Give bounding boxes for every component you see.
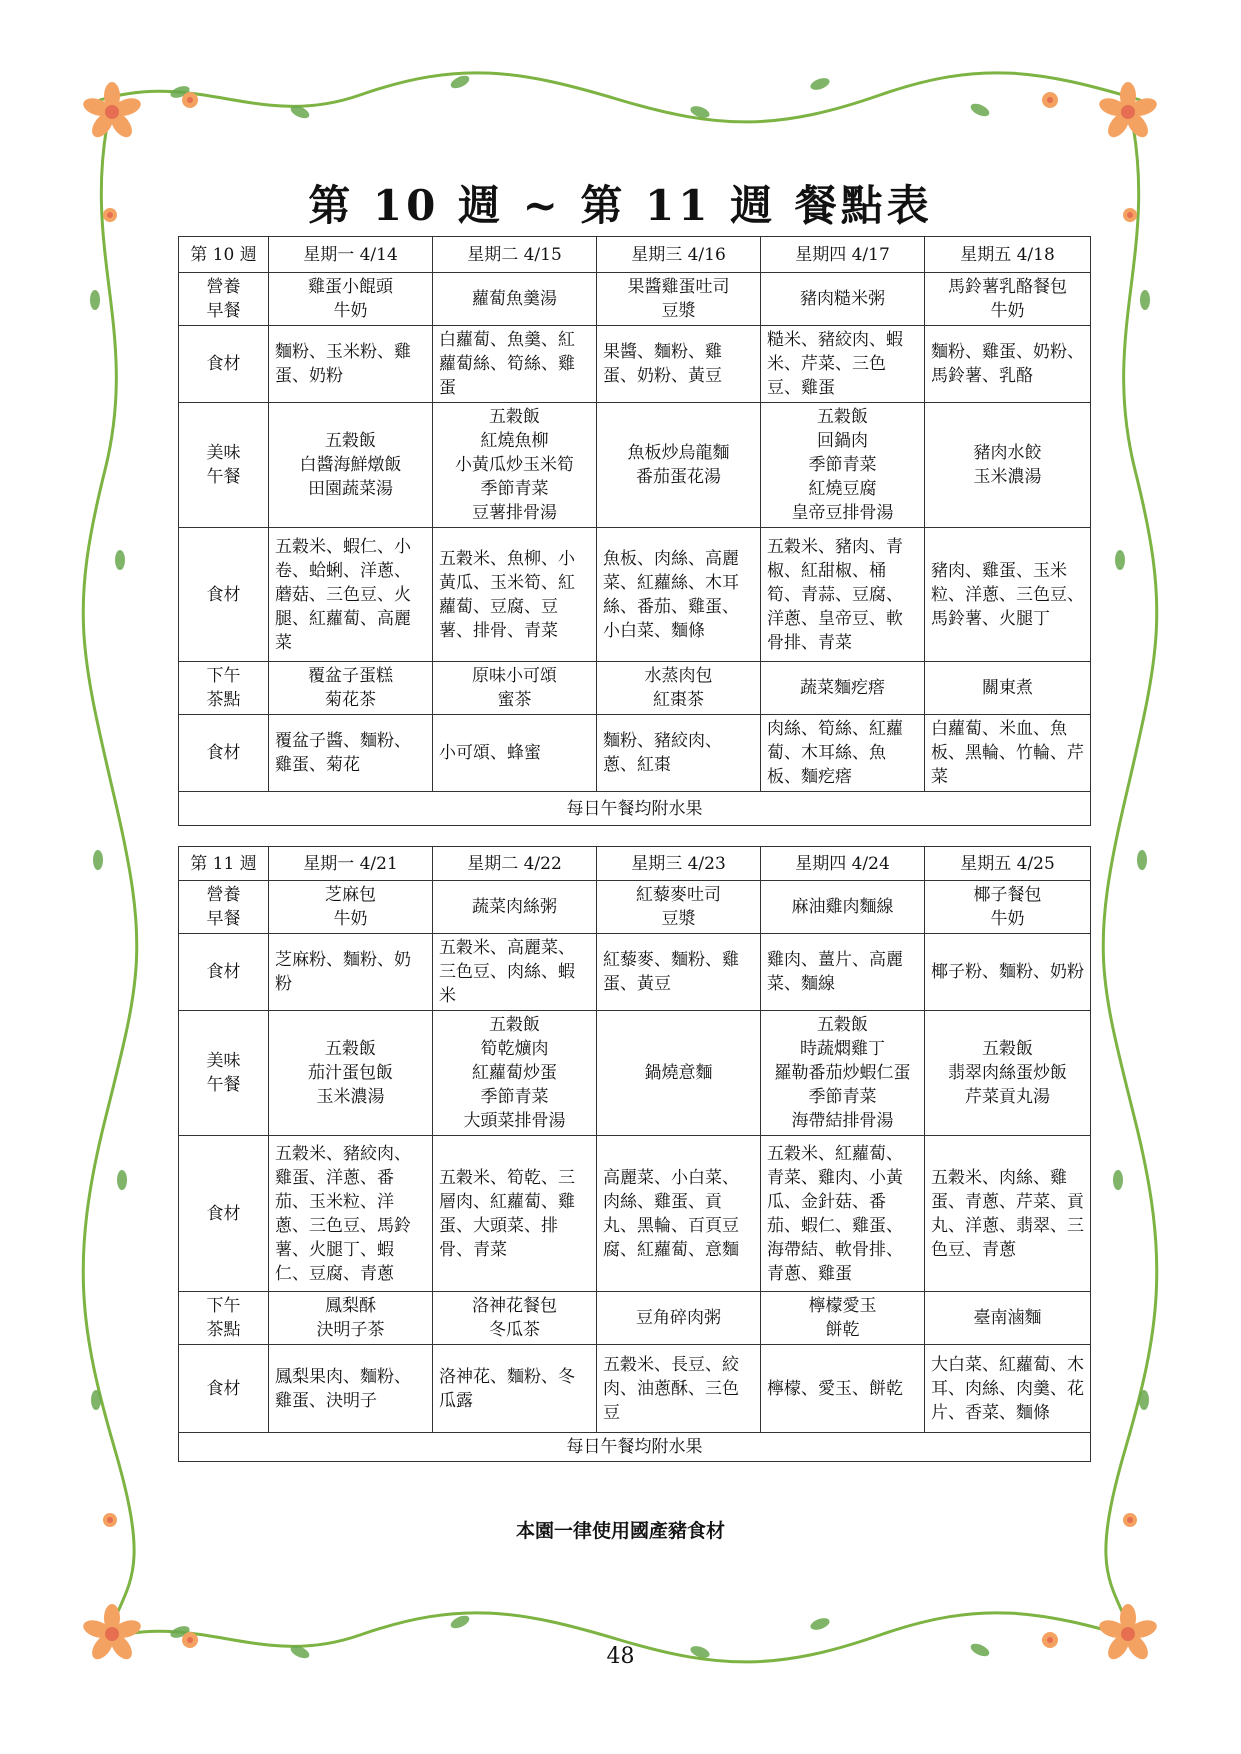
row-label: 美味 午餐 (179, 1011, 269, 1136)
ingredient-cell: 高麗菜、小白菜、肉絲、雞蛋、貢丸、黑輪、百頁豆腐、紅蘿蔔、意麵 (597, 1136, 761, 1292)
domestic-pork-notice: 本園一律使用國產豬食材 (515, 1520, 725, 1542)
week-label: 第 10 週 (179, 237, 269, 273)
meal-cell: 紅藜麥吐司 豆漿 (597, 881, 761, 934)
meal-cell: 豆角碎肉粥 (597, 1292, 761, 1345)
ingredient-cell: 五穀米、紅蘿蔔、青菜、雞肉、小黃瓜、金針菇、番茄、蝦仁、雞蛋、海帶結、軟骨排、青蔥、雞蛋 (761, 1136, 925, 1292)
ingredient-cell: 麵粉、豬絞肉、蔥、紅棗 (597, 715, 761, 792)
day-header: 星期一 4/21 (269, 847, 433, 881)
ingredient-cell: 豬肉、雞蛋、玉米粒、洋蔥、三色豆、馬鈴薯、火腿丁 (925, 528, 1091, 662)
ingredient-cell: 五穀米、筍乾、三層肉、紅蘿蔔、雞蛋、大頭菜、排骨、青菜 (433, 1136, 597, 1292)
ingredient-cell: 芝麻粉、麵粉、奶粉 (269, 934, 433, 1011)
ingredient-cell: 五穀米、肉絲、雞蛋、青蔥、芹菜、貢丸、洋蔥、翡翠、三色豆、青蔥 (925, 1136, 1091, 1292)
row-label: 食材 (179, 715, 269, 792)
note-row (179, 1433, 1091, 1462)
meal-row (179, 273, 1091, 326)
row-label: 營養 早餐 (179, 273, 269, 326)
ingredient-cell: 白蘿蔔、魚羹、紅蘿蔔絲、筍絲、雞蛋 (433, 326, 597, 403)
meal-cell: 魚板炒烏龍麵 番茄蛋花湯 (597, 403, 761, 528)
ingredient-cell: 肉絲、筍絲、紅蘿蔔、木耳絲、魚板、麵疙瘩 (761, 715, 925, 792)
ingredient-cell: 小可頌、蜂蜜 (433, 715, 597, 792)
day-header: 星期二 4/15 (433, 237, 597, 273)
meal-cell: 蘿蔔魚羹湯 (433, 273, 597, 326)
meal-cell: 關東煮 (925, 662, 1091, 715)
ingredients-row (179, 715, 1091, 792)
meal-row (179, 662, 1091, 715)
day-header: 星期三 4/16 (597, 237, 761, 273)
meal-cell: 馬鈴薯乳酪餐包 牛奶 (925, 273, 1091, 326)
row-label: 下午 茶點 (179, 1292, 269, 1345)
meal-cell: 檸檬愛玉 餅乾 (761, 1292, 925, 1345)
meal-row (179, 881, 1091, 934)
meal-cell: 五穀飯 茄汁蛋包飯 玉米濃湯 (269, 1011, 433, 1136)
week-11-menu-table (178, 846, 1091, 1462)
ingredient-cell: 果醬、麵粉、雞蛋、奶粉、黃豆 (597, 326, 761, 403)
meal-cell: 水蒸肉包 紅棗茶 (597, 662, 761, 715)
meal-cell: 果醬雞蛋吐司 豆漿 (597, 273, 761, 326)
meal-cell: 覆盆子蛋糕 菊花茶 (269, 662, 433, 715)
fruit-note: 每日午餐均附水果 (179, 792, 1091, 826)
row-label: 食材 (179, 326, 269, 403)
meal-cell: 椰子餐包 牛奶 (925, 881, 1091, 934)
day-header: 星期二 4/22 (433, 847, 597, 881)
ingredient-cell: 五穀米、蝦仁、小卷、蛤蜊、洋蔥、蘑菇、三色豆、火腿、紅蘿蔔、高麗菜 (269, 528, 433, 662)
row-label: 食材 (179, 1345, 269, 1433)
day-header: 星期四 4/17 (761, 237, 925, 273)
fruit-note: 每日午餐均附水果 (179, 1433, 1091, 1462)
row-label: 食材 (179, 1136, 269, 1292)
ingredient-cell: 檸檬、愛玉、餅乾 (761, 1345, 925, 1433)
row-label: 營養 早餐 (179, 881, 269, 934)
meal-cell: 豬肉水餃 玉米濃湯 (925, 403, 1091, 528)
meal-cell: 五穀飯 回鍋肉 季節青菜 紅燒豆腐 皇帝豆排骨湯 (761, 403, 925, 528)
meal-cell: 豬肉糙米粥 (761, 273, 925, 326)
meal-cell: 麻油雞肉麵線 (761, 881, 925, 934)
note-row (179, 792, 1091, 826)
day-header: 星期四 4/24 (761, 847, 925, 881)
ingredient-cell: 雞肉、薑片、高麗菜、麵線 (761, 934, 925, 1011)
meal-cell: 五穀飯 紅燒魚柳 小黃瓜炒玉米筍 季節青菜 豆薯排骨湯 (433, 403, 597, 528)
week-header-row (179, 237, 1091, 273)
meal-cell: 鳳梨酥 決明子茶 (269, 1292, 433, 1345)
day-header: 星期一 4/14 (269, 237, 433, 273)
ingredient-cell: 麵粉、雞蛋、奶粉、馬鈴薯、乳酪 (925, 326, 1091, 403)
ingredient-cell: 紅藜麥、麵粉、雞蛋、黃豆 (597, 934, 761, 1011)
ingredient-cell: 白蘿蔔、米血、魚板、黑輪、竹輪、芹菜 (925, 715, 1091, 792)
ingredients-row (179, 1345, 1091, 1433)
week-header-row (179, 847, 1091, 881)
ingredient-cell: 椰子粉、麵粉、奶粉 (925, 934, 1091, 1011)
meal-row (179, 1011, 1091, 1136)
meal-cell: 五穀飯 白醬海鮮燉飯 田園蔬菜湯 (269, 403, 433, 528)
week-label: 第 11 週 (179, 847, 269, 881)
meal-cell: 芝麻包 牛奶 (269, 881, 433, 934)
row-label: 下午 茶點 (179, 662, 269, 715)
meal-cell: 雞蛋小餛頭 牛奶 (269, 273, 433, 326)
week-10-menu-table (178, 236, 1091, 826)
ingredient-cell: 魚板、肉絲、高麗菜、紅蘿絲、木耳絲、番茄、雞蛋、小白菜、麵條 (597, 528, 761, 662)
meal-cell: 蔬菜肉絲粥 (433, 881, 597, 934)
ingredient-cell: 五穀米、豬絞肉、雞蛋、洋蔥、番茄、玉米粒、洋蔥、三色豆、馬鈴薯、火腿丁、蝦仁、豆腐、青蔥 (269, 1136, 433, 1292)
ingredient-cell: 五穀米、高麗菜、三色豆、肉絲、蝦米 (433, 934, 597, 1011)
row-label: 食材 (179, 528, 269, 662)
meal-row (179, 1292, 1091, 1345)
ingredient-cell: 洛神花、麵粉、冬瓜露 (433, 1345, 597, 1433)
meal-cell: 蔬菜麵疙瘩 (761, 662, 925, 715)
day-header: 星期五 4/18 (925, 237, 1091, 273)
ingredients-row (179, 934, 1091, 1011)
day-header: 星期五 4/25 (925, 847, 1091, 881)
meal-cell: 臺南滷麵 (925, 1292, 1091, 1345)
ingredient-cell: 五穀米、長豆、絞肉、油蔥酥、三色豆 (597, 1345, 761, 1433)
ingredient-cell: 五穀米、豬肉、青椒、紅甜椒、桶筍、青蒜、豆腐、洋蔥、皇帝豆、軟骨排、青菜 (761, 528, 925, 662)
ingredients-row (179, 326, 1091, 403)
ingredient-cell: 大白菜、紅蘿蔔、木耳、肉絲、肉羹、花片、香菜、麵條 (925, 1345, 1091, 1433)
meal-cell: 五穀飯 筍乾爌肉 紅蘿蔔炒蛋 季節青菜 大頭菜排骨湯 (433, 1011, 597, 1136)
ingredient-cell: 五穀米、魚柳、小黃瓜、玉米筍、紅蘿蔔、豆腐、豆薯、排骨、青菜 (433, 528, 597, 662)
page-number: 48 (606, 1644, 635, 1669)
row-label: 美味 午餐 (179, 403, 269, 528)
meal-cell: 五穀飯 時蔬燜雞丁 羅勒番茄炒蝦仁蛋 季節青菜 海帶結排骨湯 (761, 1011, 925, 1136)
ingredients-row (179, 528, 1091, 662)
meal-cell: 五穀飯 翡翠肉絲蛋炒飯 芹菜貢丸湯 (925, 1011, 1091, 1136)
meal-cell: 鍋燒意麵 (597, 1011, 761, 1136)
ingredients-row (179, 1136, 1091, 1292)
page-title: 第 10 週 ~ 第 11 週 餐點表 (308, 181, 933, 230)
row-label: 食材 (179, 934, 269, 1011)
meal-cell: 洛神花餐包 冬瓜茶 (433, 1292, 597, 1345)
ingredient-cell: 鳳梨果肉、麵粉、雞蛋、決明子 (269, 1345, 433, 1433)
meal-row (179, 403, 1091, 528)
meal-cell: 原味小可頌 蜜茶 (433, 662, 597, 715)
ingredient-cell: 麵粉、玉米粉、雞蛋、奶粉 (269, 326, 433, 403)
day-header: 星期三 4/23 (597, 847, 761, 881)
ingredient-cell: 覆盆子醬、麵粉、雞蛋、菊花 (269, 715, 433, 792)
ingredient-cell: 糙米、豬絞肉、蝦米、芹菜、三色豆、雞蛋 (761, 326, 925, 403)
